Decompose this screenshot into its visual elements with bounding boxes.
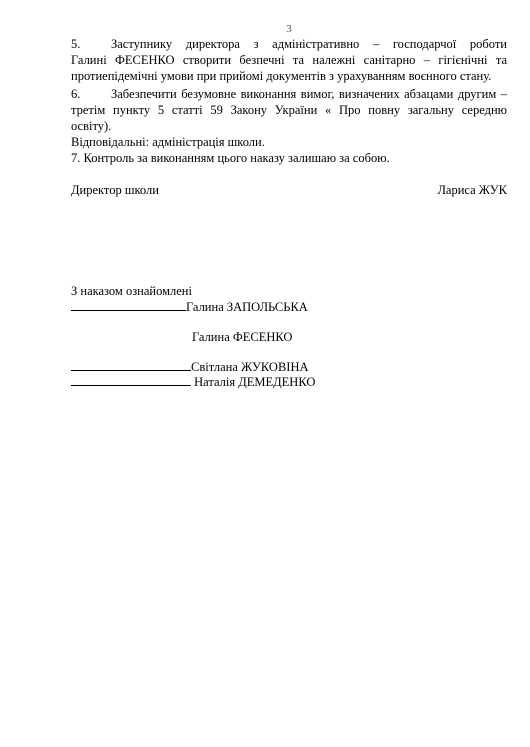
page-number: 3 <box>286 23 292 35</box>
acknowledgement-person-name: Наталія ДЕМЕДЕНКО <box>194 375 316 389</box>
item-5-line-3: протиепідемічні умови при прийомі документів з урахуванням воєнного стану. <box>71 69 492 83</box>
director-signature-row <box>71 182 507 198</box>
signature-line <box>71 299 186 311</box>
responsible-line: Відповідальні: адміністрація школи. <box>71 135 265 149</box>
director-name: Лариса ЖУК <box>437 183 507 197</box>
acknowledgement-entry <box>71 359 309 375</box>
item-5-line-1 <box>71 36 507 52</box>
item-6-line-3: освіту). <box>71 119 112 133</box>
item-6-number: 6. <box>71 87 81 101</box>
acknowledgement-person-name: Світлана ЖУКОВІНА <box>191 360 309 374</box>
acknowledgement-entry <box>71 374 315 390</box>
director-position: Директор школи <box>71 183 159 197</box>
acknowledgement-title: З наказом ознайомлені <box>71 284 192 298</box>
item-5-line-2: Галині ФЕСЕНКО створити безпечні та належні санітарно – гігієнічні та <box>71 53 507 67</box>
signature-line <box>71 374 191 386</box>
item-6-line-1-text: Забезпечити безумовне виконання вимог, визначених абзацами другим – <box>111 87 507 101</box>
acknowledgement-entry <box>71 329 292 345</box>
item-6-line-1 <box>71 86 507 102</box>
item-5-line-1-text: Заступнику директора з адміністративно – господарчої роботи <box>111 37 507 51</box>
order-item-7: 7. Контроль за виконанням цього наказу залишаю за собою. <box>71 151 390 165</box>
item-5-number: 5. <box>71 37 81 51</box>
acknowledgement-person-name: Галина ЗАПОЛЬСЬКА <box>186 300 308 314</box>
acknowledgement-person-name: Галина ФЕСЕНКО <box>192 330 293 344</box>
acknowledgement-entry <box>71 299 308 315</box>
signature-line <box>71 359 191 371</box>
order-item-6 <box>71 86 507 134</box>
item-6-line-2: третім пункту 5 статті 59 Закону України « Про повну загальну середню <box>71 103 507 117</box>
order-item-5 <box>71 36 507 84</box>
